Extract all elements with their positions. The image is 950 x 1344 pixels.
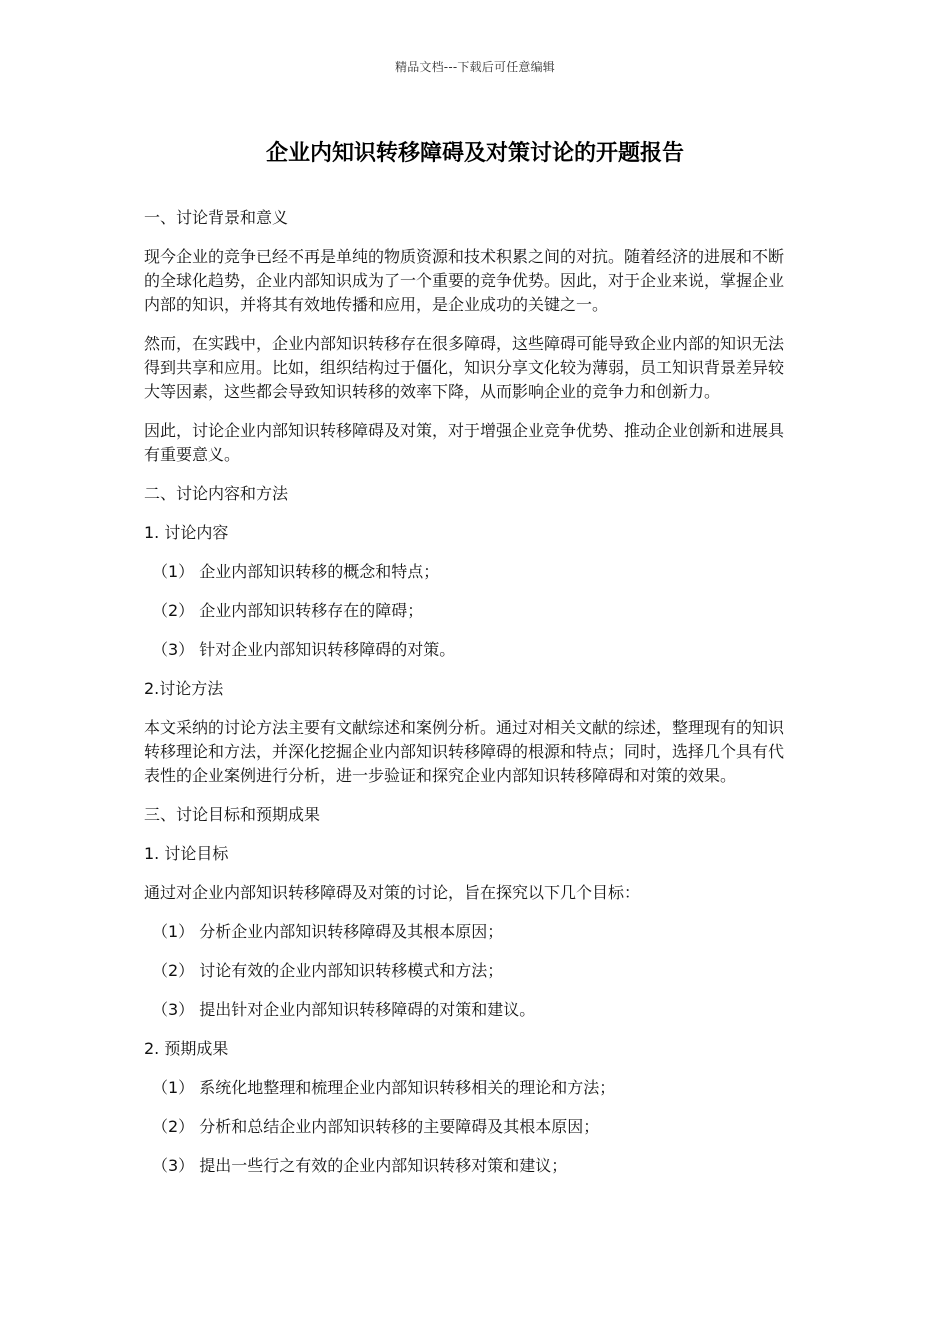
paragraph: 现今企业的竞争已经不再是单纯的物质资源和技术积累之间的对抗。随着经济的进展和不断的全球化趋势，企业内部知识成为了一个重要的竞争优势。因此，对于企业来说，掌握企业内部的知识，并将其有效地传播和应用，是企业成功的关键之一。: [144, 247, 785, 314]
list-item: （3） 针对企业内部知识转移障碍的对策。: [152, 640, 456, 659]
section-heading: 一、讨论背景和意义: [144, 208, 289, 227]
document-body: [144, 206, 796, 1193]
header-note: 精品文档---下载后可任意编辑: [395, 60, 555, 74]
list-item: （1） 企业内部知识转移的概念和特点；: [152, 562, 440, 581]
list-item: （1） 系统化地整理和梳理企业内部知识转移相关的理论和方法；: [152, 1078, 616, 1097]
document-title: 企业内知识转移障碍及对策讨论的开题报告: [265, 141, 684, 166]
section-heading: 二、讨论内容和方法: [144, 484, 289, 503]
subsection-heading: 2.讨论方法: [144, 679, 224, 698]
paragraph: 然而，在实践中，企业内部知识转移存在很多障碍，这些障碍可能导致企业内部的知识无法得到共享和应用。比如，组织结构过于僵化，知识分享文化较为薄弱，员工知识背景差异较大等因素，这些都会导致知识转移的效率下降，从而影响企业的竞争力和创新力。: [144, 334, 785, 401]
subsection-heading: 2. 预期成果: [144, 1039, 229, 1058]
subsection-heading: 1. 讨论目标: [144, 844, 229, 863]
subsection-heading: 1. 讨论内容: [144, 523, 229, 542]
list-item: （1） 分析企业内部知识转移障碍及其根本原因；: [152, 922, 504, 941]
paragraph: 通过对企业内部知识转移障碍及对策的讨论，旨在探究以下几个目标：: [144, 883, 641, 902]
paragraph: 因此，讨论企业内部知识转移障碍及对策，对于增强企业竞争优势、推动企业创新和进展具有重要意义。: [144, 421, 785, 464]
paragraph: 本文采纳的讨论方法主要有文献综述和案例分析。通过对相关文献的综述，整理现有的知识转移理论和方法，并深化挖掘企业内部知识转移障碍的根源和特点；同时，选择几个具有代表性的企业案例进行分析，进一步验证和探究企业内部知识转移障碍和对策的效果。: [144, 718, 785, 785]
list-item: （2） 讨论有效的企业内部知识转移模式和方法；: [152, 961, 504, 980]
list-item: （2） 分析和总结企业内部知识转移的主要障碍及其根本原因；: [152, 1117, 600, 1136]
list-item: （3） 提出一些行之有效的企业内部知识转移对策和建议；: [152, 1156, 568, 1175]
section-heading: 三、讨论目标和预期成果: [144, 805, 321, 824]
list-item: （2） 企业内部知识转移存在的障碍；: [152, 601, 424, 620]
list-item: （3） 提出针对企业内部知识转移障碍的对策和建议。: [152, 1000, 536, 1019]
